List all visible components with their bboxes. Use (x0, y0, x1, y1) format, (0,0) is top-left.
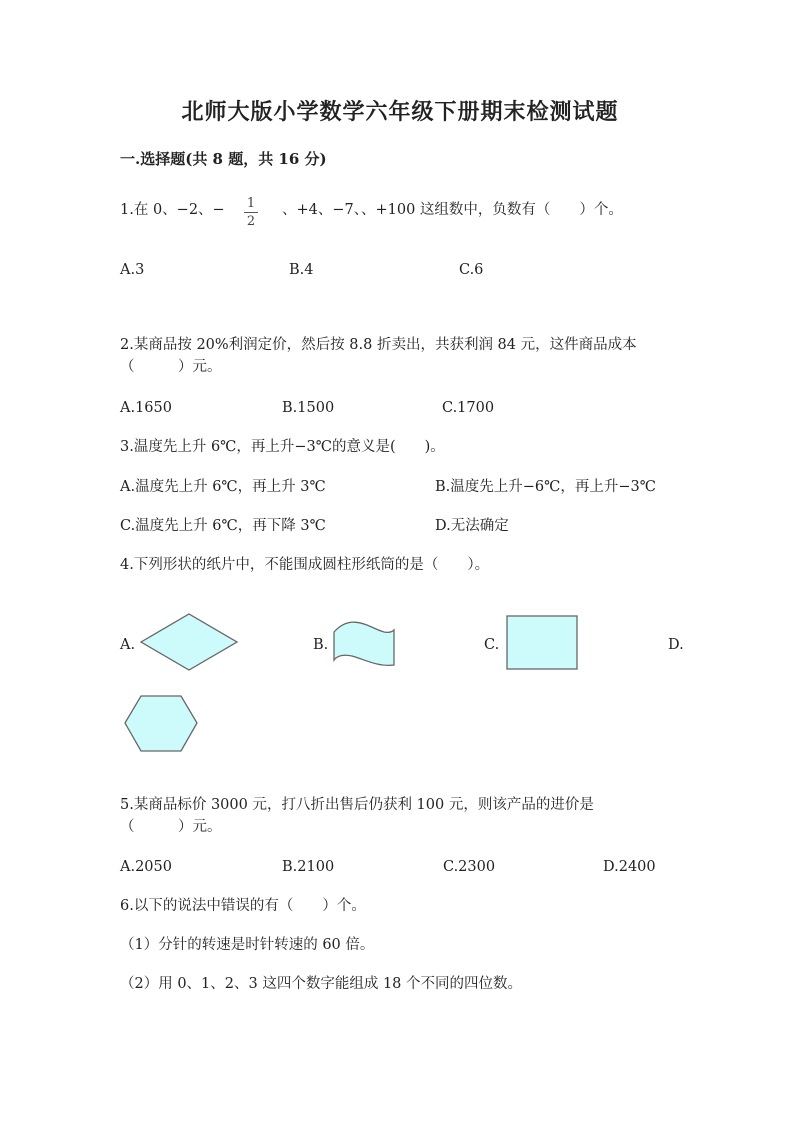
q5-text-line2: （ ）元。 (120, 819, 222, 835)
q2-option-a: A.1650 (120, 400, 172, 416)
q4-option-c-label: C. (484, 637, 500, 653)
rhombus-shape (141, 614, 237, 670)
q5-option-d: D.2400 (603, 859, 656, 875)
q4-option-a-label: A. (120, 637, 136, 653)
q6-statement-2: （2）用 0、1、2、3 这四个数字能组成 18 个不同的四位数。 (120, 976, 523, 992)
q1-option-a: A.3 (120, 262, 145, 278)
q1-text-before: 1.在 0、−2、− (120, 202, 225, 218)
q2-text-line1: 2.某商品按 20%利润定价，然后按 8.8 折卖出，共获利润 84 元，这件商品成本 (120, 337, 637, 353)
q5-option-a: A.2050 (120, 859, 172, 875)
q2-option-c: C.1700 (442, 400, 495, 416)
q1-fraction-numerator: 1 (246, 196, 256, 211)
q1-fraction-denominator: 2 (246, 214, 256, 229)
q4-option-b-label: B. (313, 637, 329, 653)
q3-option-b: B.温度先上升−6℃，再上升−3℃ (435, 479, 656, 495)
rectangle-shape (507, 616, 577, 669)
q1-option-c: C.6 (459, 262, 484, 278)
q3-option-a: A.温度先上升 6℃，再上升 3℃ (120, 479, 326, 495)
q4-option-d-label: D. (668, 637, 684, 653)
q5-option-b: B.2100 (282, 859, 335, 875)
hexagon-shape (125, 696, 197, 751)
q1-text-after: 、+4、−7、、+100 这组数中，负数有（ ）个。 (282, 202, 623, 218)
wavy-parallelogram-shape (334, 622, 394, 665)
q6-text: 6.以下的说法中错误的有（ ）个。 (120, 898, 366, 914)
q3-option-d: D.无法确定 (435, 518, 509, 534)
q6-statement-1: （1）分针的转速是时针转速的 60 倍。 (120, 937, 375, 953)
page-title: 北师大版小学数学六年级下册期末检测试题 (181, 99, 619, 125)
section-heading: 一.选择题(共 8 题，共 16 分) (120, 150, 327, 168)
q5-text-line1: 5.某商品标价 3000 元，打八折出售后仍获利 100 元，则该产品的进价是 (120, 797, 594, 813)
q3-text: 3.温度先上升 6℃，再上升−3℃的意义是( )。 (120, 439, 445, 455)
q5-option-c: C.2300 (443, 859, 496, 875)
q2-text-line2: （ ）元。 (120, 359, 222, 375)
q2-option-b: B.1500 (282, 400, 335, 416)
q1-option-b: B.4 (289, 262, 314, 278)
q4-text: 4.下列形状的纸片中，不能围成圆柱形纸筒的是（ ）。 (120, 557, 490, 573)
q3-option-c: C.温度先上升 6℃，再下降 3℃ (120, 518, 326, 534)
